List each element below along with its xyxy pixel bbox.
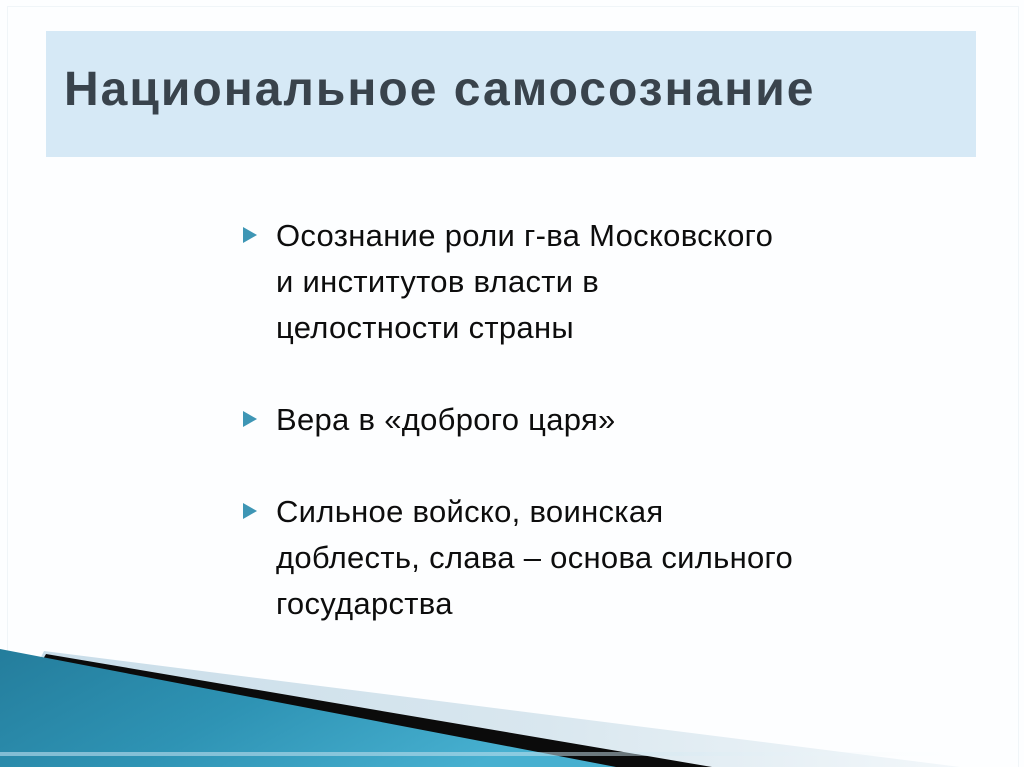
bullet-item xyxy=(243,397,963,443)
corner-decoration-graphic xyxy=(0,637,1024,767)
corner-decoration xyxy=(0,637,1024,767)
slide-title: Национальное самосознание xyxy=(64,62,816,116)
title-band xyxy=(46,31,976,157)
bullet-list xyxy=(243,213,963,673)
bullet-triangle-icon xyxy=(243,411,257,427)
bullet-text-line: целостности страны xyxy=(276,310,574,345)
bullet-text-line: доблесть, слава – основа сильного xyxy=(276,540,794,575)
bullet-text-line: государства xyxy=(276,586,453,621)
bullet-item xyxy=(243,213,963,351)
bullet-item xyxy=(243,489,963,627)
bottom-highlight-strip xyxy=(0,752,1024,756)
bullet-text-line: и институтов власти в xyxy=(276,264,600,299)
bullet-triangle-icon xyxy=(243,503,257,519)
bullet-triangle-icon xyxy=(243,227,257,243)
bullet-text-line: Сильное войско, воинская xyxy=(276,494,664,529)
bullet-text-line: Осознание роли г-ва Московского xyxy=(276,218,774,253)
bullet-text-line: Вера в «доброго царя» xyxy=(276,402,616,437)
